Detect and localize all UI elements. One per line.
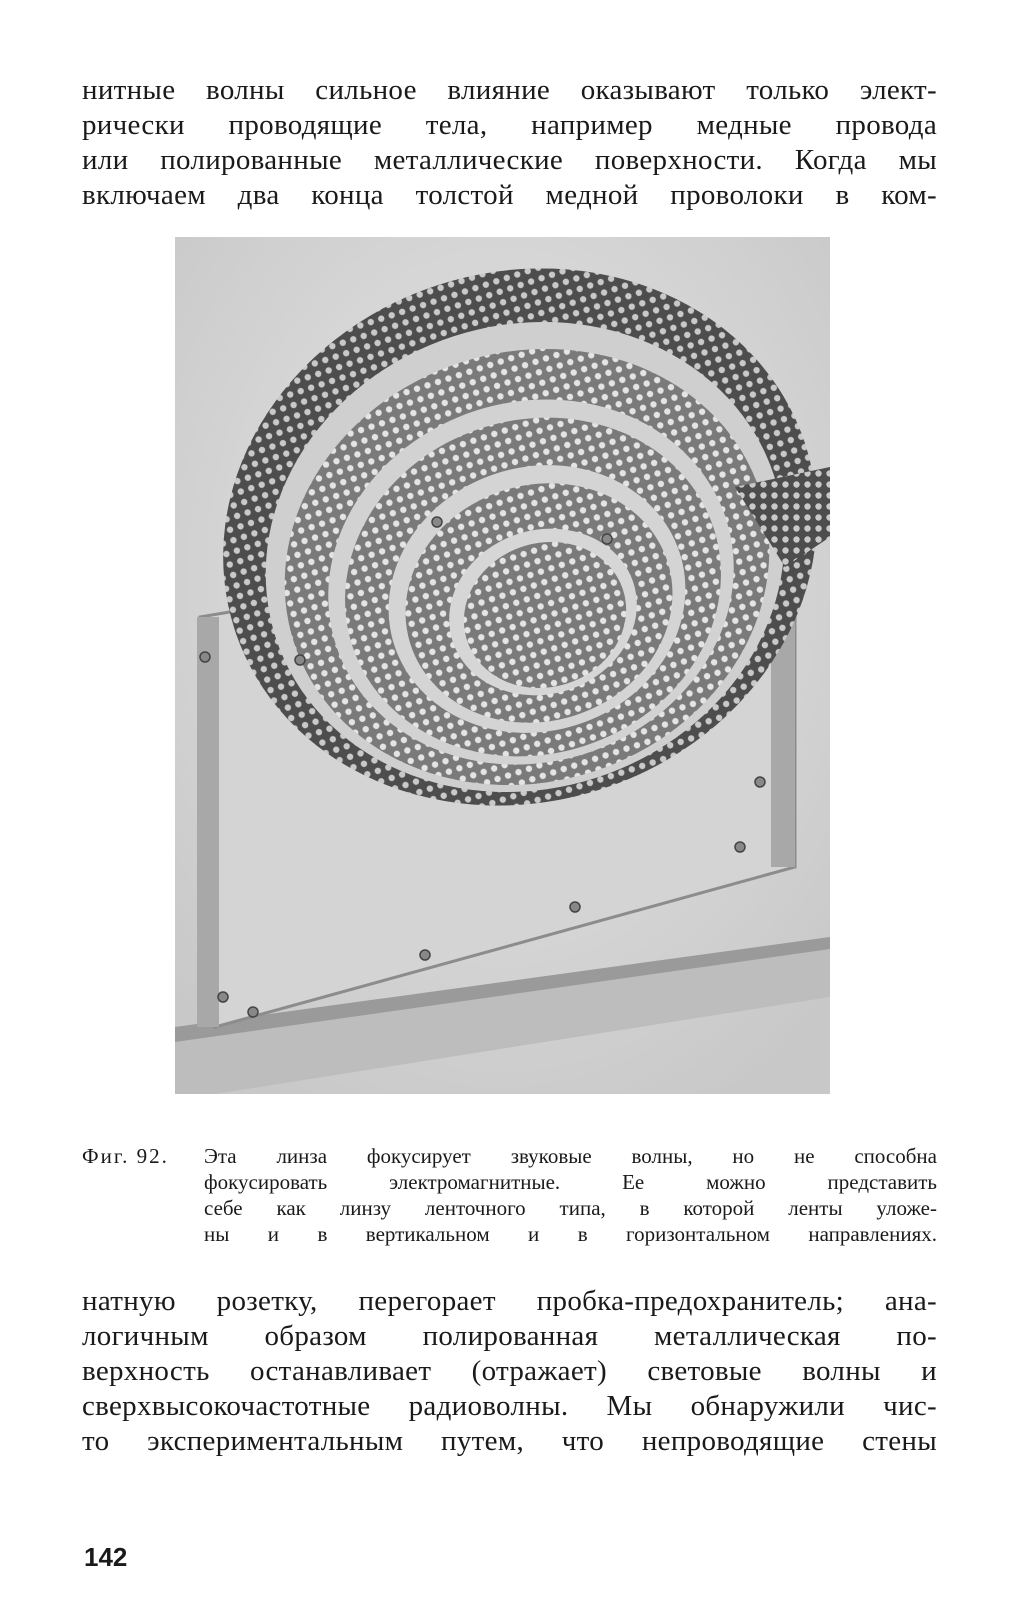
text-line: сверхвысокочастотные радиоволны. Мы обнаружили чис- (82, 1390, 937, 1422)
caption-line: ны и в вертикальном и в горизонтальном направлениях. (204, 1222, 937, 1246)
text-line: верхность останавливает (отражает) световые волны и (82, 1355, 937, 1387)
caption-line: фокусировать электромагнитные. Ее можно представить (204, 1170, 937, 1194)
caption-text (204, 1143, 937, 1247)
figure-92-photo (175, 237, 830, 1094)
text-line: нитные волны сильное влияние оказывают только элект- (82, 74, 937, 106)
page-number: 142 (84, 1542, 128, 1572)
text-line: то экспериментальным путем, что непроводящие стены (82, 1425, 937, 1457)
text-line: рически проводящие тела, например медные провода (82, 109, 937, 141)
text-line: или полированные металлические поверхности. Когда мы (82, 144, 937, 176)
figure-label: Фиг. 92. (82, 1144, 169, 1168)
text-line: включаем два конца толстой медной проволоки в ком- (82, 179, 937, 211)
paragraph-bottom (82, 1284, 937, 1459)
caption-line: себе как линзу ленточного типа, в которой ленты уложе- (204, 1196, 937, 1220)
text-line: логичным образом полированная металлическая по- (82, 1320, 937, 1352)
text-line: натную розетку, перегорает пробка-предохранитель; ана- (82, 1285, 937, 1317)
paragraph-top (82, 73, 937, 213)
caption-line: Эта линза фокусирует звуковые волны, но не способна (204, 1144, 937, 1168)
lens-photo-illustration (175, 237, 830, 1094)
